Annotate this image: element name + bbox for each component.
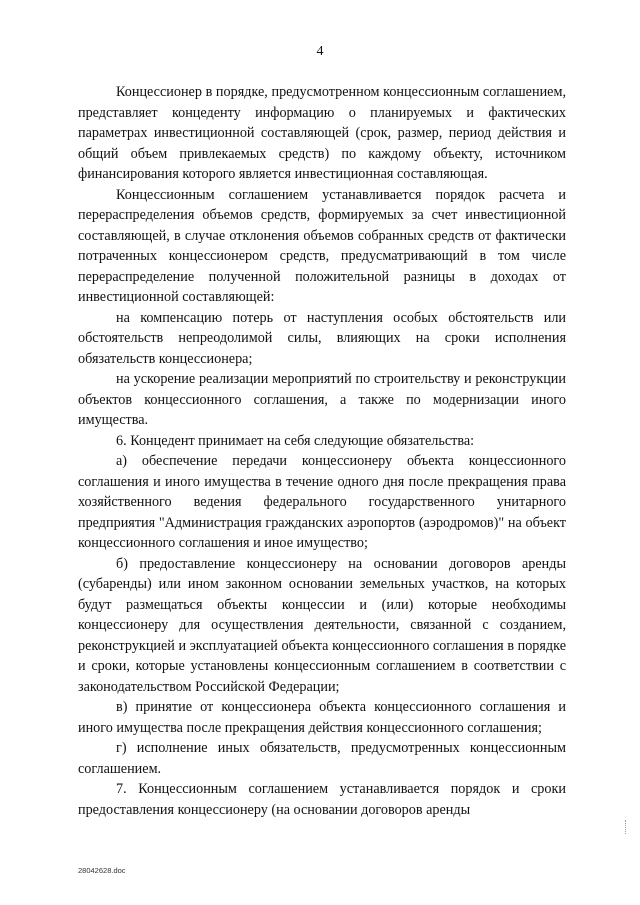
scan-margin-mark: [625, 820, 630, 834]
paragraph-item-6a: а) обеспечение передачи концессионеру объекта концессионного соглашения и иного имущества в течение одного дня после прекращения права хозяйственного ведения федерального государственного унитарного предприятия "Администрация гражданских аэропортов (аэродромов)" на объект концессионного соглашения и иное имущество;: [78, 453, 566, 551]
paragraph-item-6b: б) предоставление концессионеру на основании договоров аренды (субаренды) или ином законном основании земельных участков, на которых будут размещаться объекты концессии и (или) которые необходимы концессионеру для осуществления деятельности, связанной с созданием, реконструкцией и эксплуатацией объекта концессионного соглашения в порядке и сроки, которые установлены концессионным соглашением в соответствии с законодательством Российской Федерации;: [78, 555, 566, 695]
paragraph-investment-info: Концессионер в порядке, предусмотренном концессионным соглашением, представляет концеденту информацию о планируемых и фактических параметрах инвестиционной составляющей (срок, размер, период действия и общий объем привлекаемых средств) по каждому объекту, источником финансирования которого является инвестиционная составляющая.: [78, 84, 566, 182]
document-body: [78, 82, 566, 820]
footer-file-code: 28042628.doc: [78, 866, 126, 875]
paragraph-item-6g: г) исполнение иных обязательств, предусмотренных концессионным соглашением.: [78, 740, 566, 777]
paragraph-redistribution: Концессионным соглашением устанавливается порядок расчета и перераспределения объемов средств, формируемых за счет инвестиционной составляющей, в случае отклонения объемов собранных средств от фактически потраченных концессионером средств, предусматривающий в том числе перераспределение полученной положительной разницы в доходах от инвестиционной составляющей:: [78, 186, 566, 305]
paragraph-item-6v: в) принятие от концессионера объекта концессионного соглашения и иного имущества после прекращения действия концессионного соглашения;: [78, 699, 566, 736]
paragraph-item-6: 6. Концедент принимает на себя следующие обязательства:: [116, 432, 475, 449]
paragraph-compensation: на компенсацию потерь от наступления особых обстоятельств или обстоятельств непреодолимой силы, влияющих на сроки исполнения обязательств концессионера;: [78, 309, 566, 367]
paragraph-acceleration: на ускорение реализации мероприятий по строительству и реконструкции объектов концессионного соглашения, а также по модернизации иного имущества.: [78, 371, 566, 428]
page-number: 4: [316, 44, 324, 59]
paragraph-item-7: 7. Концессионным соглашением устанавливается порядок и сроки предоставления концессионеру (на основании договоров аренды: [78, 781, 566, 818]
